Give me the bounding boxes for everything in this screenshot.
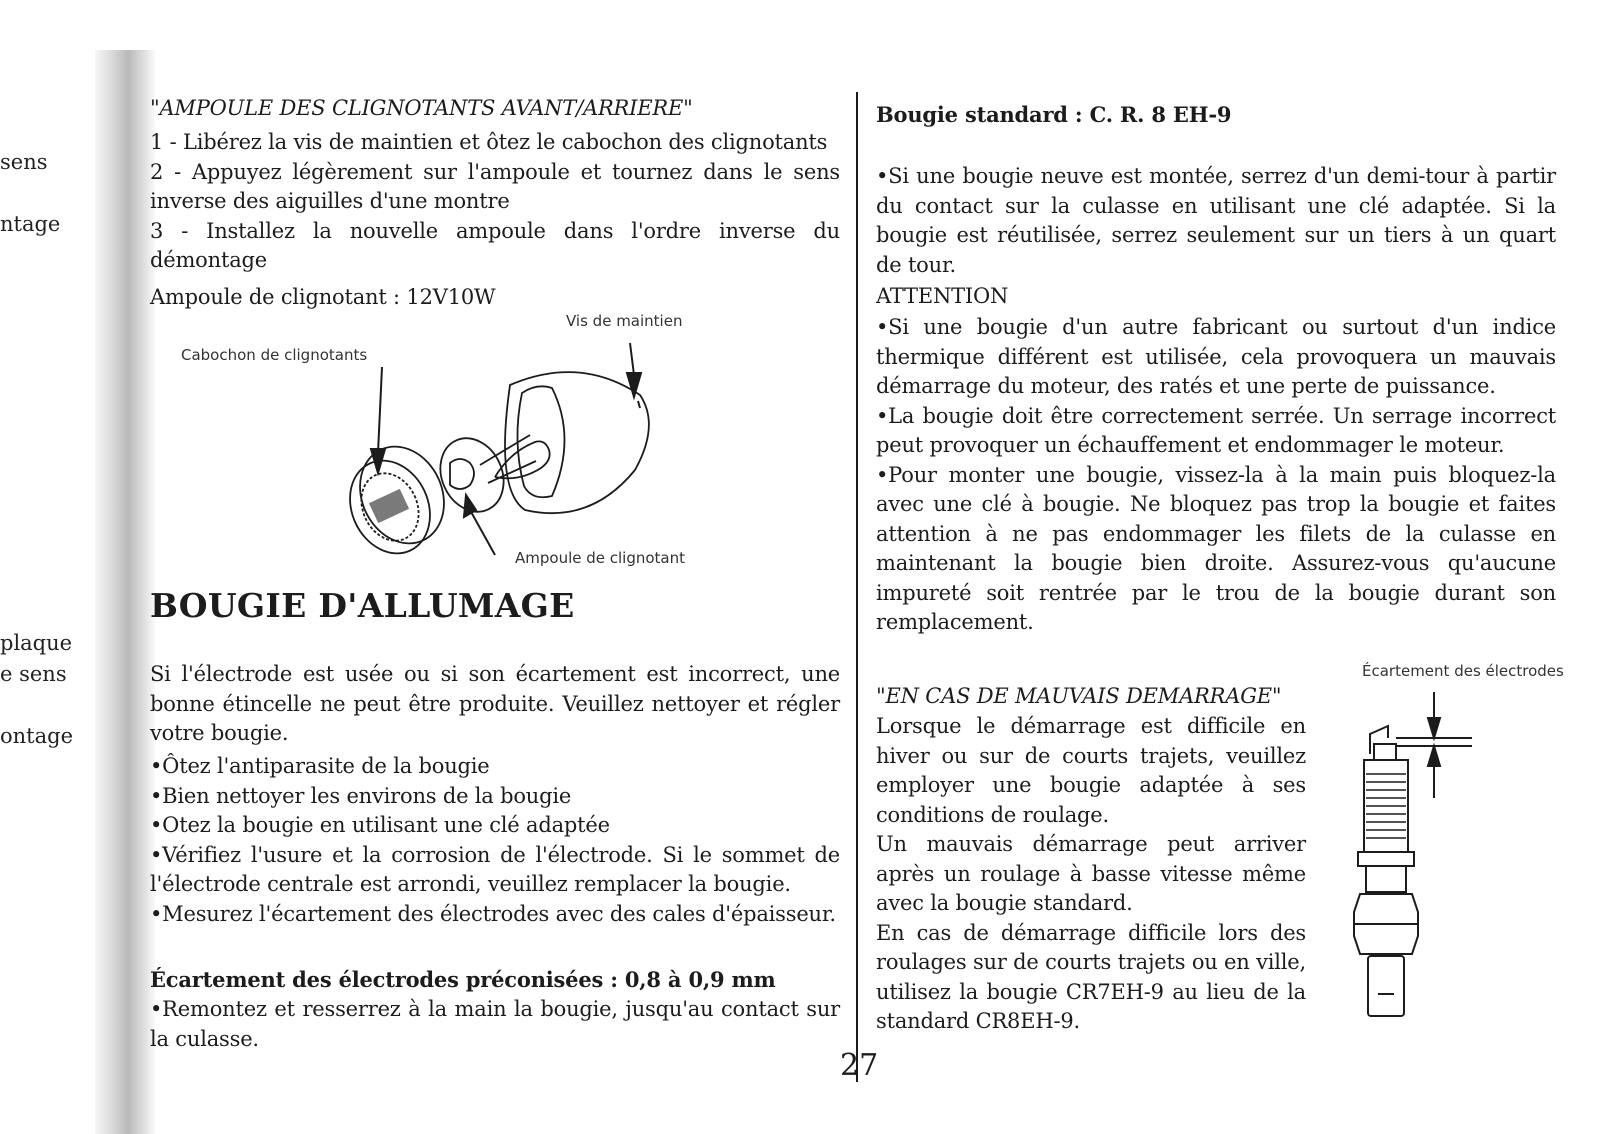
turn-signal-title: "AMPOULE DES CLIGNOTANTS AVANT/ARRIERE" bbox=[150, 96, 693, 120]
step-2: 2 - Appuyez légèrement sur l'ampoule et tournez dans le sens inverse des aiguilles d'une montre bbox=[150, 159, 840, 213]
signal-housing bbox=[505, 372, 649, 513]
label-lens-cap: Cabochon de clignotants bbox=[181, 346, 368, 364]
attention-item: •Pour monter une bougie, vissez-la à la main puis bloquez-la avec une clé à bougie. Ne bloquez pas trop la bougie et faites attention à ne pas endommager les filets de la culasse en maintenant la bougie bien droite. Assurez-vous qu'aucune impureté soit rentrée par le trou de la bougie durant son remplacement. bbox=[876, 462, 1556, 634]
step-1: 1 - Libérez la vis de maintien et ôtez le cabochon des clignotants bbox=[150, 130, 828, 154]
column-divider bbox=[856, 92, 858, 1082]
bleed-text-5: ontage bbox=[0, 724, 73, 748]
standard-plug: Bougie standard : C. R. 8 EH-9 bbox=[876, 102, 1232, 127]
bulb-spec: Ampoule de clignotant : 12V10W bbox=[150, 285, 496, 309]
hard-start-paragraph: Lorsque le démarrage est difficile en hiver ou sur de courts trajets, veuillez employer une bougie adaptée à ses conditions de roulage. bbox=[876, 714, 1306, 827]
step-bullet: •Ôtez l'antiparasite de la bougie bbox=[150, 754, 490, 778]
gap-spec: Écartement des électrodes préconisées : 0,8 à 0,9 mm bbox=[150, 967, 776, 992]
ground-electrode bbox=[1370, 726, 1388, 754]
label-retaining-screw: Vis de maintien bbox=[566, 312, 683, 330]
label-electrode-gap: Écartement des électrodes bbox=[1362, 662, 1564, 680]
step-bullet: •Mesurez l'écartement des électrodes avec des cales d'épaisseur. bbox=[150, 901, 836, 926]
book-binding-shadow bbox=[95, 50, 155, 1134]
label-bulb: Ampoule de clignotant bbox=[515, 549, 686, 567]
hard-start-title: "EN CAS DE MAUVAIS DEMARRAGE" bbox=[876, 684, 1282, 708]
turn-signal-diagram bbox=[150, 305, 730, 570]
bleed-text-2: ntage bbox=[0, 212, 61, 236]
insulator bbox=[1368, 956, 1404, 1016]
spark-plug-steps bbox=[150, 752, 840, 929]
tightening-instructions: •Si une bougie neuve est montée, serrez d'un demi-tour à partir du contact sur la culasse en utilisant une clé adaptée. Si la bougie est réutilisée, serrez seulement sur un tiers à un quart de tour. bbox=[876, 164, 1556, 277]
spark-plug-diagram bbox=[1350, 682, 1490, 1022]
bleed-text-1: sens bbox=[0, 150, 48, 174]
attention-item: •Si une bougie d'un autre fabricant ou surtout d'un indice thermique différent est utilisée, cela provoquera un mauvais démarrage du moteur, des ratés et une perte de puissance. bbox=[876, 315, 1556, 398]
attention-item: •La bougie doit être correctement serrée. Un serrage incorrect peut provoquer un échauffement et endommager le moteur. bbox=[876, 403, 1556, 457]
step-3: 3 - Installez la nouvelle ampoule dans l'ordre inverse du démontage bbox=[150, 218, 840, 272]
hard-start-paragraph: En cas de démarrage difficile lors des roulages sur de courts trajets ou en ville, utilisez la bougie CR7EH-9 au lieu de la standard CR8EH-9. bbox=[876, 920, 1307, 1033]
hard-start-paragraph: Un mauvais démarrage peut arriver après un roulage à basse vitesse même avec la bougie standard. bbox=[876, 832, 1306, 915]
attention-list bbox=[876, 313, 1556, 638]
step-bullet: •Vérifiez l'usure et la corrosion de l'électrode. Si le sommet de l'électrode centrale est arrondi, veuillez remplacer la bougie. bbox=[150, 842, 840, 896]
reinstall-step: •Remontez et resserrez à la main la bougie, jusqu'au contact sur la culasse. bbox=[150, 997, 840, 1051]
step-bullet: •Bien nettoyer les environs de la bougie bbox=[150, 783, 572, 808]
bleed-text-4: e sens bbox=[0, 662, 67, 686]
page-number: 27 bbox=[840, 1048, 879, 1083]
hard-start-text bbox=[876, 712, 1306, 1037]
attention-title: ATTENTION bbox=[876, 284, 1009, 308]
turn-signal-steps bbox=[150, 128, 840, 276]
section-heading-spark-plug: BOUGIE D'ALLUMAGE bbox=[150, 586, 575, 625]
bleed-text-3: plaque bbox=[0, 631, 73, 655]
step-bullet: •Otez la bougie en utilisant une clé adaptée bbox=[150, 813, 610, 837]
spark-plug-intro: Si l'électrode est usée ou si son écartement est incorrect, une bonne étincelle ne peut être produite. Veuillez nettoyer et régler votre bougie. bbox=[150, 662, 840, 745]
